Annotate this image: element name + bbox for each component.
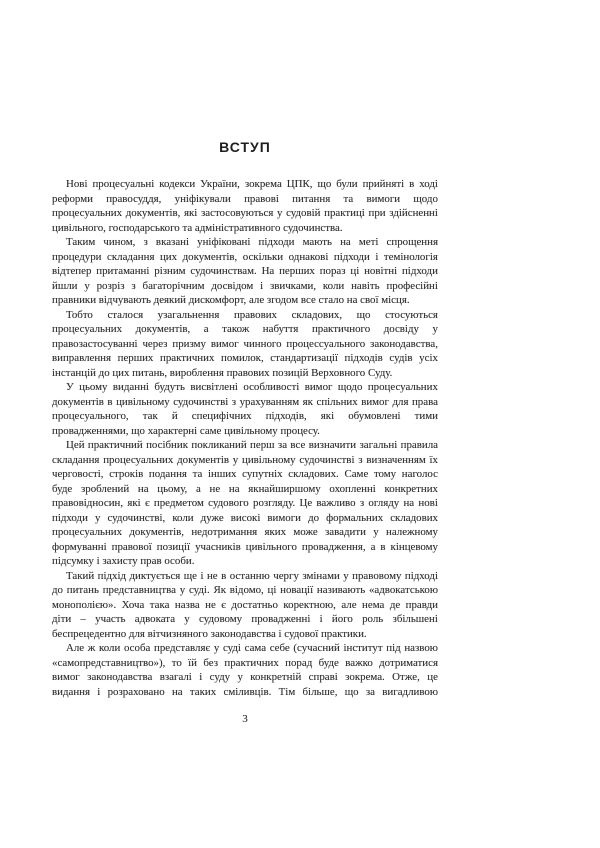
text-line: правники відчувають деякий дискомфорт, але згодом все стало на свої місця. <box>52 294 410 306</box>
text-line: «самопредставництво»), то їй без практичних порад буде важко дотриматися <box>52 656 438 669</box>
chapter-title: ВСТУП <box>219 139 271 155</box>
text-line: формуванні правової позиції учасників цивільного провадження, а в кінцевому <box>52 540 438 553</box>
text-line: Тобто сталося узагальнення правових складових, що стосуються <box>66 308 438 321</box>
text-line: йшли у розріз з багаторічним досвідом і звичками, коли навіть професійні <box>52 279 438 292</box>
text-line: Нові процесуальні кодекси України, зокрема ЦПК, що були прийняті в ході <box>66 178 438 190</box>
text-line: цивільного, господарського та адміністративного судочинства. <box>52 221 343 234</box>
text-line: складання процесуальних документів у цивільному судочинстві з визначенням їх <box>52 453 438 466</box>
text-line: Таким чином, з вказані уніфіковані підходи мають на меті спрощення <box>66 236 438 248</box>
body-text <box>52 177 438 699</box>
text-line: реформи правосуддя, уніфікували правові питання та вимоги щодо <box>52 192 438 205</box>
text-line: процедури складання цих документів, оскільки однакові підходи і темінологія <box>52 250 438 263</box>
text-line: процесуальних документів, недотримання яких може завадити у належному <box>52 526 438 538</box>
text-line: відтепер притаманні різним судочинствам. На перших пораз ці новітні підходи <box>52 265 438 277</box>
text-line: діти – участь адвоката у судовому провадженні і його роль збільшені <box>52 613 438 625</box>
text-line: правовідносин, які є предметом судового розгляду. Це важливо з огляду на нові <box>52 497 438 509</box>
text-line: буде зроблений на цьому, а не на якнайширшому охопленні конкретних <box>52 482 438 495</box>
text-line: до питань представництва у суді. Як відомо, ці новації називають «адвокатською <box>52 584 438 596</box>
text-line: вимог законодавства взагалі і суду у конкретній справі зокрема. Отже, це <box>52 671 438 683</box>
text-line: монополією». Хоча така назва не є достатньо коректною, але нема де правди <box>52 598 438 611</box>
text-line: інстанцій до цих питань, вироблення правових позицій Верховного Суду. <box>52 366 393 379</box>
text-line: Цей практичний посібник покликаний перш за все визначити загальні правила <box>66 439 438 451</box>
text-line: документів в цивільному судочинстві з урахуванням як спільних вимог для права <box>52 395 438 408</box>
text-line: процесуальних документів, а також набуття практичного досвіду у <box>52 323 438 335</box>
text-line: видання і розраховано на таких сміливців. Тім більше, що за вигадливою <box>52 685 438 698</box>
text-line: провадженнями, що характерні саме цивільному процесу. <box>52 424 320 437</box>
text-line: процесуального, так й специфічних підходів, які обумовлені тими <box>52 410 438 422</box>
text-line: У цьому виданні будуть висвітлені особливості вимог щодо процесуальних <box>66 381 438 393</box>
page-number: 3 <box>242 713 248 725</box>
text-line: підсумку і захисту прав особи. <box>52 555 195 567</box>
text-line: Але ж коли особа представляє у суді сама себе (сучасний інститут під назвою <box>66 642 438 654</box>
text-line: виправлення перших практичних помилок, стандартизації підходів судів усіх <box>52 352 438 364</box>
text-line: правозастосуванні через призму вимог чинного процессуального законодавства, <box>52 337 438 350</box>
text-line: беспрецедентно для вітчизняного законодавства і судової практики. <box>52 627 367 640</box>
text-line: процесуальних документів, які застосовуються у судовій практиці при здійсненні <box>52 207 438 219</box>
text-line: черговості, строків подання та інших супутніх складових. Саме тому наголос <box>52 468 438 480</box>
text-line: підходи у судочинстві, коли дуже високі вимоги до формальних складових <box>52 511 438 524</box>
text-line: Такий підхід диктується ще і не в останню чергу змінами у правовому підході <box>66 569 438 582</box>
